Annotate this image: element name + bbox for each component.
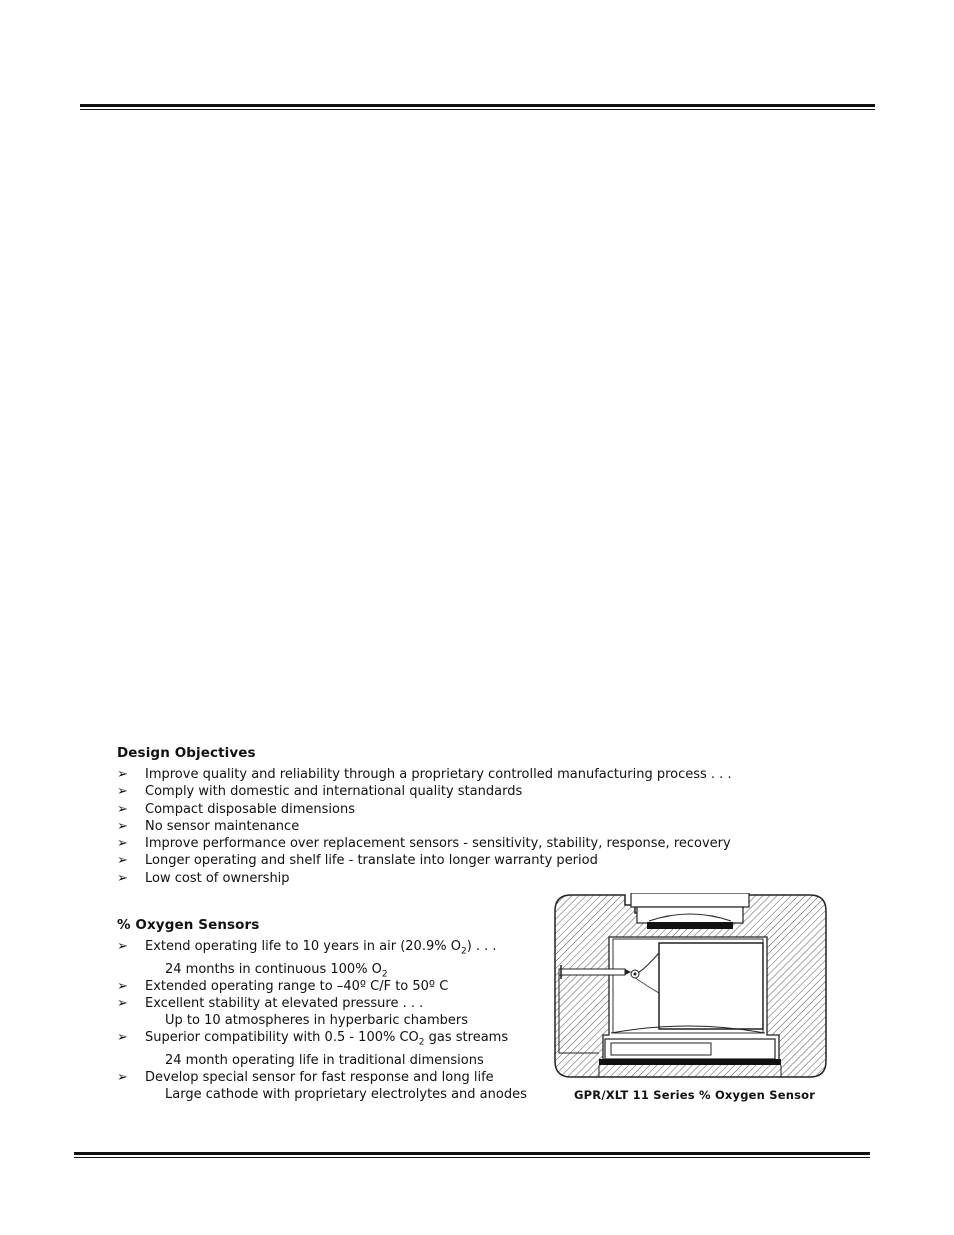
list-item: ➢ Develop special sensor for fast response and long life Large cathode with proprietary electrolytes and anodes (117, 1070, 527, 1103)
arrow-bullet-icon: ➢ (117, 853, 128, 869)
arrow-bullet-icon: ➢ (117, 801, 128, 817)
list-item: ➢ No sensor maintenance (117, 818, 300, 834)
sensor-cross-section-diagram (553, 893, 828, 1080)
list-item: ➢ Compact disposable dimensions (117, 801, 355, 817)
arrow-bullet-icon: ➢ (117, 818, 128, 834)
list-item: ➢ Improve quality and reliability through a proprietary controlled manufacturing process . . . (117, 767, 732, 782)
arrow-bullet-icon: ➢ (117, 870, 128, 886)
list-item: ➢ Low cost of ownership (117, 870, 290, 886)
figure-caption: GPR/XLT 11 Series % Oxygen Sensor (574, 1088, 816, 1102)
arrow-bullet-icon: ➢ (117, 836, 128, 852)
list-item: ➢ Superior compatibility with 0.5 - 100% $CO_2$ gas streams 24 month operating life in traditional dimensions (117, 1029, 527, 1069)
design-objectives-list (117, 766, 732, 887)
top-divider (80, 104, 875, 110)
oxygen-sensors-title: % Oxygen Sensors (117, 917, 260, 933)
arrow-bullet-icon: ➢ (117, 1070, 128, 1086)
bottom-divider (74, 1152, 870, 1158)
arrow-bullet-icon: ➢ (117, 1030, 128, 1046)
list-subitem: 24 months in continuous 100% $O_2$ (165, 961, 388, 980)
list-item: ➢ Improve performance over replacement sensors - sensitivity, stability, response, recovery (117, 836, 731, 852)
arrow-bullet-icon: ➢ (117, 978, 128, 994)
list-item: ➢ Excellent stability at elevated pressure . . . Up to 10 atmospheres in hyperbaric chambers (117, 995, 527, 1029)
list-subitem: Large cathode with proprietary electrolytes and anodes (165, 1087, 527, 1103)
arrow-bullet-icon: ➢ (117, 939, 128, 954)
arrow-bullet-icon: ➢ (117, 784, 128, 800)
list-item: ➢ Comply with domestic and international quality standards (117, 784, 523, 800)
list-subitem: Up to 10 atmospheres in hyperbaric chambers (165, 1013, 469, 1029)
oxygen-sensors-list (117, 938, 527, 1104)
list-item: ➢ Extended operating range to –40º C/F to 50º C (117, 978, 449, 994)
design-objectives-title: Design Objectives (117, 745, 256, 761)
arrow-bullet-icon: ➢ (117, 996, 128, 1012)
list-item: ➢ Longer operating and shelf life - translate into longer warranty period (117, 853, 598, 869)
arrow-bullet-icon: ➢ (117, 767, 128, 782)
list-subitem: 24 month operating life in traditional dimensions (165, 1053, 484, 1069)
list-item: ➢ Extend operating life to 10 years in air (20.9% $O_2$) . . . 24 months in continuous 100% $O_2$ (117, 938, 527, 978)
